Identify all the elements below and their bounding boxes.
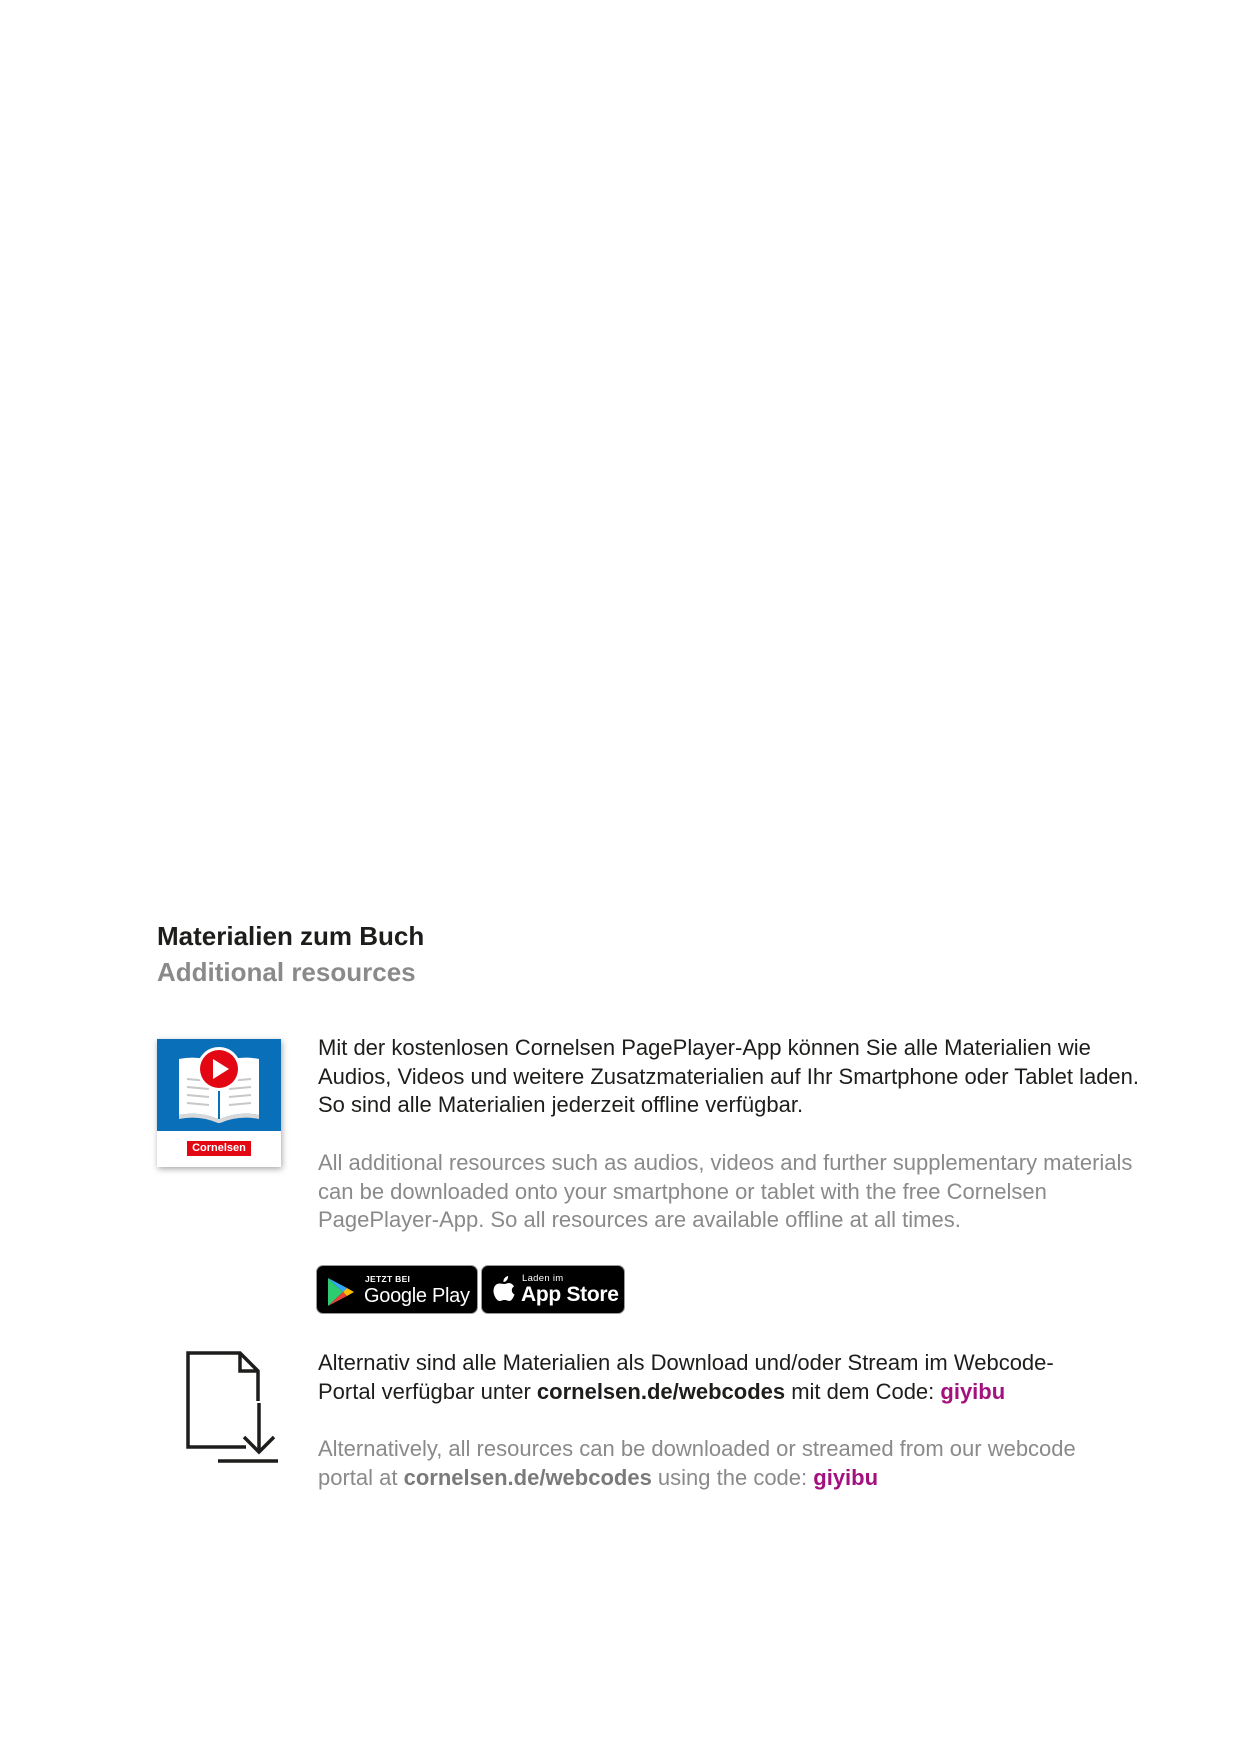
webcode-de-code: giyibu bbox=[940, 1378, 1006, 1404]
webcode-en-code: giyibu bbox=[813, 1464, 879, 1490]
webcode-description-en bbox=[318, 1435, 1078, 1492]
heading-en: Additional resources bbox=[157, 957, 416, 987]
heading-de: Materialien zum Buch bbox=[157, 921, 425, 951]
pageplayer-app-icon[interactable] bbox=[157, 1039, 281, 1167]
apple-badge-big-text: App Store bbox=[521, 1283, 619, 1306]
file-download-icon bbox=[186, 1351, 282, 1472]
app-icon-brand-label: Cornelsen bbox=[192, 1142, 246, 1154]
webcode-de-text: Alternativ sind alle Materialien als Download und/oder Stream im Webcode-Portal verfügbar unter bbox=[318, 1350, 1054, 1404]
app-store-badge[interactable] bbox=[481, 1265, 625, 1314]
google-badge-small-text: JETZT BEI bbox=[365, 1274, 411, 1284]
apple-logo-icon bbox=[492, 1275, 516, 1303]
google-play-icon bbox=[327, 1277, 355, 1307]
apple-badge-small-text: Laden im bbox=[522, 1273, 564, 1284]
webcode-en-url[interactable]: cornelsen.de/webcodes bbox=[403, 1464, 652, 1490]
webcode-en-text: Alternatively, all resources can be downloaded or streamed from our webcode portal at bbox=[318, 1436, 1076, 1490]
webcode-en-text-middle: using the code: bbox=[651, 1464, 814, 1490]
google-play-badge[interactable] bbox=[316, 1265, 478, 1314]
webcode-de-text-middle: mit dem Code: bbox=[785, 1378, 941, 1404]
app-description-de: Mit der kostenlosen Cornelsen PagePlayer-App können Sie alle Materialien wie Audios, Videos und weitere Zusatzmaterialien auf Ihr Smartphone oder Tablet laden. So sind alle Materialien jederzeit offline verfügbar. bbox=[318, 1035, 1140, 1117]
app-description-en: All additional resources such as audios, videos and further supplementary materials can be downloaded onto your smartphone or tablet with the free Cornelsen PagePlayer-App. So all resources are available offline at all times. bbox=[318, 1150, 1133, 1232]
google-badge-big-text: Google Play bbox=[364, 1285, 470, 1307]
webcode-de-url[interactable]: cornelsen.de/webcodes bbox=[536, 1378, 786, 1404]
webcode-description-de bbox=[318, 1349, 1078, 1406]
